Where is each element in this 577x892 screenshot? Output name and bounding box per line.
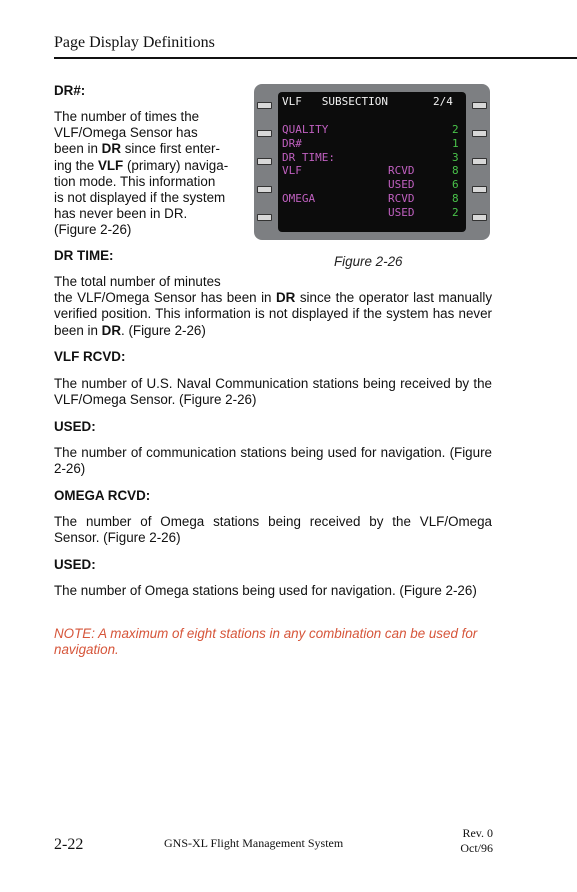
display-row-label: DR# [282, 136, 302, 150]
dr-time-text [54, 274, 492, 339]
display-row-sublabel: RCVD [388, 164, 415, 178]
display-title: VLF SUBSECTION [282, 95, 388, 108]
dr-num-line: tion mode. This information [54, 173, 216, 189]
dr-num-line: The number of times the [54, 109, 200, 124]
header-rule [54, 57, 577, 59]
omega-rcvd-text: The number of Omega stations being received by the VLF/Omega Sensor. (Figure 2-26) [54, 514, 492, 546]
dr-time-heading: DR TIME: [54, 248, 114, 263]
dr-num-text [54, 109, 240, 239]
dr-time-first-line: The total number of minutes [54, 274, 221, 289]
manual-title: GNS-XL Flight Management System [164, 836, 344, 850]
display-row-value: 2 [452, 123, 459, 136]
display-page-indicator: 2/4 [433, 95, 453, 108]
dr-num-line: ing the VLF (primary) naviga- [54, 157, 229, 173]
dr-num-line: been in DR since first enter- [54, 141, 220, 157]
used-omega-text: The number of Omega stations being used for navigation. (Figure 2-26) [54, 583, 477, 598]
line-select-key-left-3[interactable] [257, 158, 272, 165]
dr-num-line: (Figure 2-26) [54, 222, 132, 238]
vlf-rcvd-heading: VLF RCVD: [54, 349, 126, 364]
revision-info [460, 826, 493, 856]
dr-num-line: has never been in DR. [54, 206, 188, 222]
display-row-value: 3 [452, 150, 459, 164]
line-select-key-left-2[interactable] [257, 130, 272, 137]
display-row-label: VLF [282, 164, 302, 178]
line-select-key-right-4[interactable] [472, 186, 487, 193]
display-row-sublabel: USED [388, 205, 415, 219]
page-header-title: Page Display Definitions [54, 34, 215, 51]
line-select-key-right-3[interactable] [472, 158, 487, 165]
used-omega-heading: USED: [54, 557, 96, 572]
used-comm-text: The number of communication stations being used for navigation. (Figure 2-26) [54, 445, 492, 477]
display-row-sublabel: USED [388, 178, 415, 192]
line-select-key-left-1[interactable] [257, 102, 272, 109]
vlf-rcvd-text: The number of U.S. Naval Communication stations being received by the VLF/Omega Sensor. (Figure 2-26) [54, 376, 492, 408]
line-select-key-left-4[interactable] [257, 186, 272, 193]
vlf-subsection-display [254, 84, 490, 240]
display-row-sublabel: RCVD [388, 192, 415, 205]
display-row-value: 2 [452, 205, 459, 219]
figure-caption: Figure 2-26 [334, 254, 403, 269]
revision-date: Oct/96 [460, 841, 493, 855]
display-row-label: OMEGA [282, 192, 316, 205]
dr-num-line: is not displayed if the system [54, 190, 226, 206]
revision-number: Rev. 0 [462, 826, 493, 840]
display-row-label: QUALITY [282, 123, 329, 136]
line-select-key-left-5[interactable] [257, 214, 272, 221]
display-screen [278, 92, 466, 232]
display-row-value: 6 [452, 178, 459, 192]
page-number: 2-22 [54, 836, 84, 853]
used-comm-heading: USED: [54, 419, 96, 434]
omega-rcvd-heading: OMEGA RCVD: [54, 488, 151, 503]
dr-num-heading: DR#: [54, 83, 86, 98]
dr-num-line: VLF/Omega Sensor has [54, 125, 198, 141]
note-text: NOTE: A maximum of eight stations in any combination can be used for navigation. [54, 626, 478, 658]
display-row-value: 1 [452, 136, 459, 150]
display-row-value: 8 [452, 164, 459, 178]
dr-time-rest: the VLF/Omega Sensor has been in DR since the operator last manually verified position. This information is not displayed if the system has never been in DR. (Figure 2-26) [54, 290, 493, 338]
display-row-value: 8 [452, 192, 459, 205]
line-select-key-right-5[interactable] [472, 214, 487, 221]
line-select-key-right-2[interactable] [472, 130, 487, 137]
line-select-key-right-1[interactable] [472, 102, 487, 109]
display-row-label: DR TIME: [282, 150, 335, 164]
